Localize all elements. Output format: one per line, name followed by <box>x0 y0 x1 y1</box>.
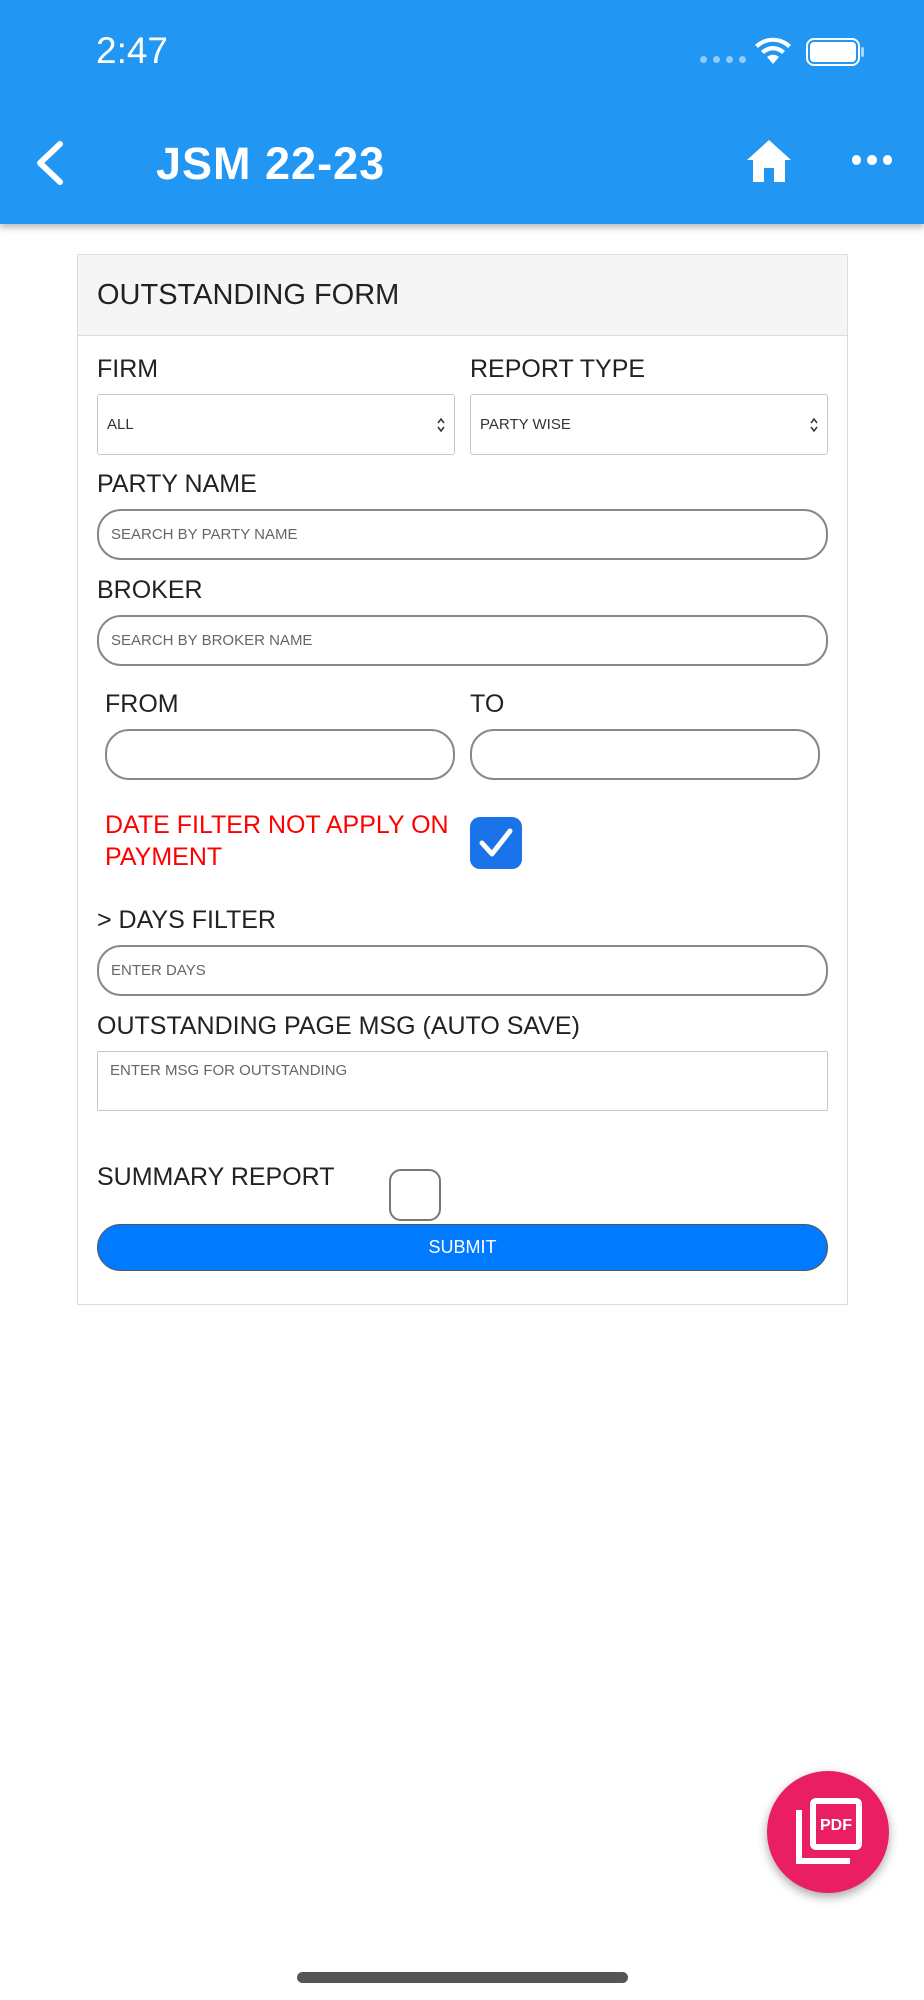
app-bar <box>0 0 924 224</box>
home-icon[interactable] <box>745 138 793 184</box>
firm-select-value: ALL <box>107 416 134 433</box>
from-label: FROM <box>105 690 179 718</box>
outstanding-form-card <box>77 254 848 1305</box>
page-msg-label: OUTSTANDING PAGE MSG (AUTO SAVE) <box>97 1012 580 1040</box>
broker-label: BROKER <box>97 576 203 604</box>
battery-icon <box>806 38 866 66</box>
days-filter-placeholder: ENTER DAYS <box>111 962 206 979</box>
page-title: JSM 22-23 <box>156 138 386 189</box>
firm-label: FIRM <box>97 355 159 383</box>
page-msg-placeholder: ENTER MSG FOR OUTSTANDING <box>110 1062 348 1079</box>
status-time: 2:47 <box>96 30 169 71</box>
firm-select[interactable] <box>97 394 455 455</box>
from-date-input[interactable] <box>105 729 455 780</box>
to-label: TO <box>470 690 505 718</box>
date-filter-note: DATE FILTER NOT APPLY ON PAYMENT <box>105 811 449 871</box>
pdf-icon <box>793 1797 863 1867</box>
broker-placeholder: SEARCH BY BROKER NAME <box>111 632 313 649</box>
broker-input[interactable] <box>97 615 828 666</box>
to-date-input[interactable] <box>470 729 820 780</box>
svg-text:PDF: PDF <box>820 1817 852 1834</box>
signal-icon <box>700 56 746 63</box>
summary-report-label: SUMMARY REPORT <box>97 1163 335 1191</box>
party-name-label: PARTY NAME <box>97 470 257 498</box>
days-filter-input[interactable] <box>97 945 828 996</box>
back-icon[interactable] <box>30 138 70 188</box>
days-filter-label: > DAYS FILTER <box>97 906 276 934</box>
submit-button[interactable]: SUBMIT <box>97 1224 828 1271</box>
wifi-icon <box>753 36 793 66</box>
report-type-select-value: PARTY WISE <box>480 416 571 433</box>
pdf-fab-button[interactable] <box>767 1771 889 1893</box>
form-title: OUTSTANDING FORM <box>78 255 847 336</box>
home-indicator <box>297 1972 628 1983</box>
check-icon <box>478 827 514 859</box>
summary-report-checkbox[interactable] <box>389 1169 441 1221</box>
date-filter-checkbox[interactable] <box>470 817 522 869</box>
select-caret-icon <box>809 416 819 434</box>
report-type-select[interactable] <box>470 394 828 455</box>
more-icon[interactable] <box>852 155 892 169</box>
select-caret-icon <box>436 416 446 434</box>
party-name-placeholder: SEARCH BY PARTY NAME <box>111 526 298 543</box>
page-msg-textarea[interactable] <box>97 1051 828 1111</box>
party-name-input[interactable] <box>97 509 828 560</box>
report-type-label: REPORT TYPE <box>470 355 646 383</box>
